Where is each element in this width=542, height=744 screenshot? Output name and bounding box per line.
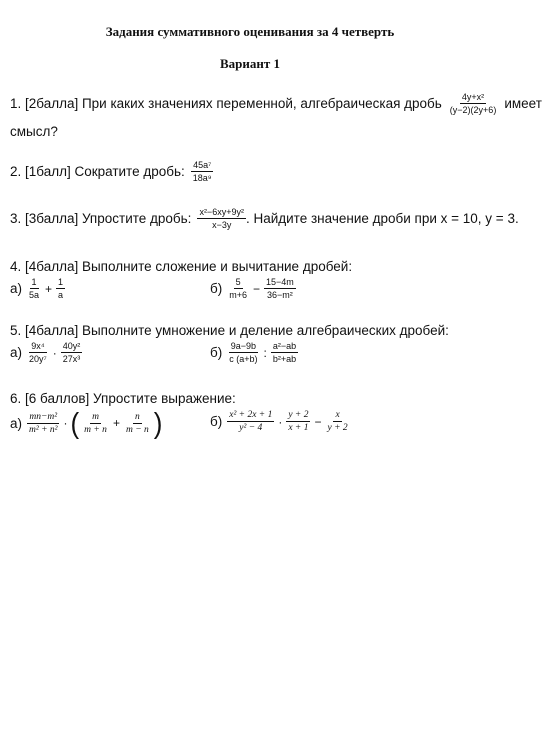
- fraction-numerator: n: [134, 411, 140, 422]
- fraction-numerator: 1: [58, 277, 64, 287]
- fraction-denominator: y + 2: [327, 423, 348, 433]
- item-label: а): [10, 415, 23, 431]
- item-label: а): [10, 345, 23, 360]
- question-1: [10, 92, 542, 115]
- question-3-fraction: [197, 207, 246, 230]
- fraction-numerator: y + 2: [288, 410, 309, 420]
- question-4a: [10, 277, 67, 300]
- worksheet-title: Задания суммативного оценивания за 4 четверть: [105, 24, 395, 39]
- fraction-denominator: 5a: [29, 290, 40, 300]
- fraction-denominator: a: [58, 290, 64, 300]
- fraction-denominator: 27x³: [62, 354, 81, 364]
- fraction-denominator: x + 1: [288, 423, 309, 433]
- fraction-denominator: m+6: [229, 290, 247, 300]
- operator: −: [314, 414, 322, 429]
- question-6b: [210, 410, 352, 433]
- fraction-numerator: 4y+x²: [461, 92, 485, 102]
- item-label: а): [10, 281, 23, 296]
- fraction-denominator: 18a⁹: [192, 173, 212, 183]
- fraction-denominator: y² − 4: [239, 423, 263, 433]
- question-1-text-after: имеет: [504, 96, 542, 111]
- fraction-numerator: 15−4m: [266, 277, 294, 287]
- fraction-denominator: m − n: [125, 424, 149, 435]
- fraction: [27, 412, 59, 435]
- question-4-text: 4. [4балла] Выполните сложение и вычитание дробей:: [10, 259, 353, 274]
- fraction: [326, 410, 350, 433]
- fraction-denominator: 20y⁷: [29, 354, 47, 364]
- fraction-numerator: m: [92, 411, 99, 422]
- fraction: [61, 341, 83, 364]
- fraction-numerator: 45a⁷: [193, 160, 212, 170]
- fraction-numerator: 1: [31, 277, 37, 287]
- question-5-text: 5. [4балла] Выполните умножение и деление алгебраических дробей:: [10, 323, 449, 338]
- left-parenthesis: (: [70, 406, 80, 440]
- fraction: [56, 277, 65, 300]
- question-2: [10, 160, 216, 183]
- fraction: [82, 412, 109, 435]
- fraction: [27, 277, 41, 300]
- operator: ·: [278, 414, 283, 429]
- right-parenthesis: ): [153, 406, 163, 440]
- fraction-denominator: m + n: [84, 424, 107, 435]
- fraction-denominator: c (a+b): [229, 354, 258, 364]
- variant-title: Вариант 1: [219, 56, 281, 71]
- fraction: [27, 341, 49, 364]
- question-1-text: 1. [2балла] При каких значениях переменной, алгебраическая дробь: [10, 96, 442, 111]
- operator: +: [45, 281, 53, 296]
- question-6a: [10, 406, 163, 440]
- item-label: б): [210, 281, 223, 296]
- fraction: [124, 412, 151, 435]
- question-2-fraction: [191, 160, 214, 183]
- item-label: б): [210, 345, 223, 360]
- operator: ·: [52, 345, 57, 360]
- fraction: [286, 410, 310, 433]
- question-2-text: 2. [1балл] Сократите дробь:: [10, 164, 185, 179]
- item-label: б): [210, 414, 223, 429]
- question-3: [10, 207, 519, 230]
- question-4b: [210, 277, 298, 300]
- fraction: [271, 341, 298, 364]
- fraction-numerator: x: [335, 410, 340, 420]
- fraction-numerator: 9a−9b: [230, 341, 256, 351]
- question-6-text: 6. [6 баллов] Упростите выражение:: [10, 391, 236, 406]
- fraction-numerator: mn−m²: [29, 411, 58, 422]
- operator: +: [112, 416, 120, 430]
- question-3-text: 3. [3балла] Упростите дробь:: [10, 211, 192, 226]
- fraction-denominator: m² + n²: [29, 424, 58, 435]
- fraction-denominator: x−3y: [212, 220, 232, 230]
- question-5b: [210, 341, 300, 364]
- question-5a: [10, 341, 84, 364]
- fraction-numerator: 9x⁴: [31, 341, 45, 351]
- fraction: [227, 277, 249, 300]
- question-3-text-after: . Найдите значение дроби при x = 10, y = 3.: [245, 211, 519, 226]
- operator: ·: [63, 416, 68, 430]
- operator: :: [263, 345, 267, 360]
- fraction-denominator: 36−m²: [267, 290, 293, 300]
- question-1-fraction: [448, 92, 499, 115]
- fraction: [227, 410, 274, 433]
- fraction-numerator: x²−6xy+9y²: [199, 207, 244, 217]
- fraction-numerator: 5: [235, 277, 241, 287]
- fraction-denominator: b²+ab: [272, 354, 297, 364]
- fraction-numerator: 40y²: [62, 341, 81, 351]
- fraction: [227, 341, 259, 364]
- fraction-numerator: x² + 2x + 1: [229, 410, 273, 420]
- fraction: [264, 277, 296, 300]
- operator: −: [253, 281, 261, 296]
- question-1-line2: смысл?: [10, 124, 58, 139]
- fraction-numerator: a²−ab: [272, 341, 297, 351]
- fraction-denominator: (y−2)(2y+6): [449, 105, 497, 115]
